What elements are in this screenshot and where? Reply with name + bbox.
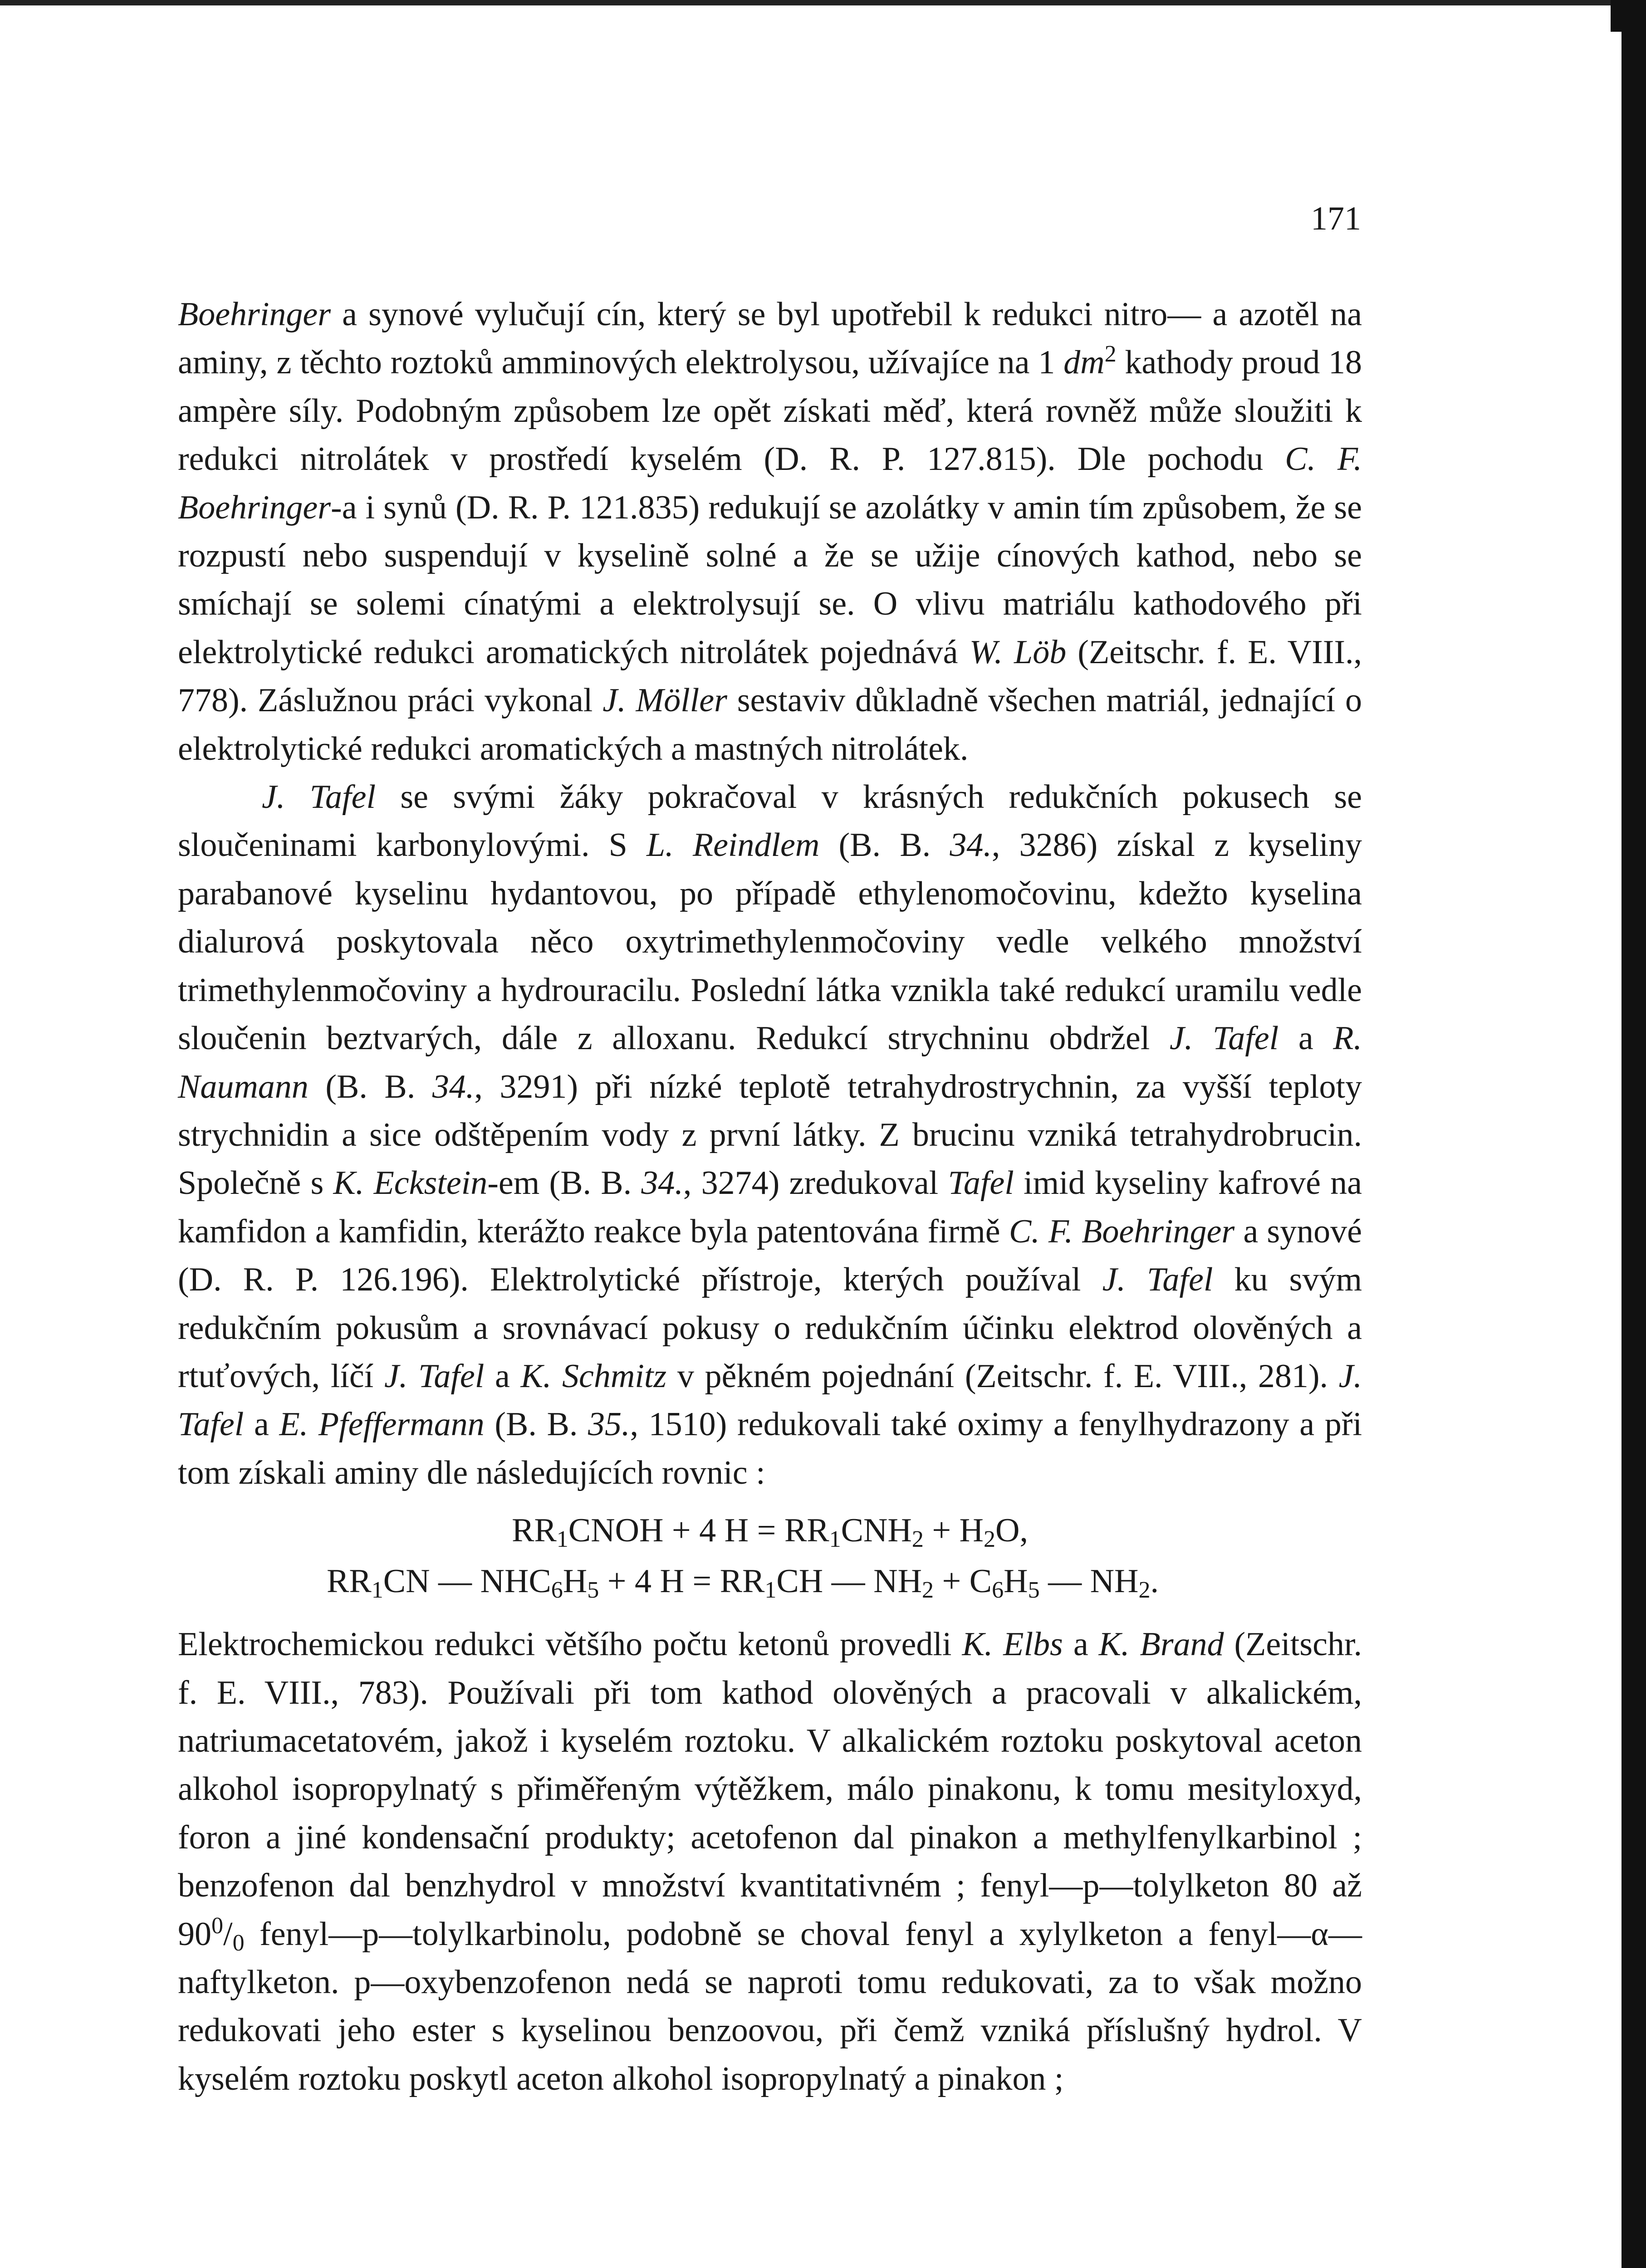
text-run: (B. B.	[819, 826, 950, 864]
text-run: a	[1279, 1020, 1333, 1057]
eq-text: + 4 H = RR	[599, 1563, 765, 1600]
subscript: 6	[551, 1577, 563, 1603]
text-run: a	[244, 1406, 279, 1443]
subscript: 2	[911, 1526, 924, 1553]
superscript: 0	[211, 1912, 223, 1939]
eq-text: RR	[512, 1512, 557, 1549]
superscript: 2	[1104, 341, 1117, 367]
eq-text: H	[563, 1563, 588, 1600]
author-name: L. Reindlem	[647, 826, 820, 864]
author-name: J. Tafel	[262, 778, 376, 816]
author-name: K. Brand	[1098, 1626, 1224, 1663]
eq-text: CNOH + 4 H = RR	[568, 1512, 829, 1549]
paragraph-3	[178, 1620, 1362, 2103]
text-run: (B. B.	[308, 1068, 432, 1105]
text-run: a	[484, 1357, 521, 1395]
text-run: , 1510) redukovali také oximy a fenylhydrazony a při tom získali aminy dle následujících rovnic :	[178, 1406, 1362, 1491]
text-run: -em (B. B.	[487, 1164, 642, 1202]
author-name: C. F. Boehringer	[178, 440, 1362, 526]
text-run: ku svým redukčním pokusům a srovnávací pokusy o redukčním účinku elektrod olověných a rtuťových, líčí	[178, 1261, 1362, 1395]
author-name: J. Tafel	[1102, 1261, 1213, 1299]
text-run: /	[223, 1915, 233, 1953]
eq-text: CNH	[841, 1512, 912, 1549]
subscript: 1	[556, 1526, 568, 1553]
page-body	[178, 290, 1362, 2103]
author-name: K. Eckstein	[333, 1164, 488, 1202]
text-run: (Zeitschr. f. E. VIII., 783). Používali při tom kathod olověných a pracovali v alkalickém, natriumacetatovém, jakož i kyselém roztoku. V alkalickém roztoku poskytoval aceton alkohol isopropylnatý s přiměřeným výtěžkem, málo pinakonu, k tomu mesityloxyd, foron a jiné kondensační produkty; acetofenon dal pinakon a methylfenylkarbinol ; benzofenon dal benzhydrol v množství kvantitativném ; fenyl—p—tolylketon 80 až 90	[178, 1626, 1362, 1953]
subscript: 2	[984, 1526, 995, 1553]
eq-text: CH — NH	[776, 1563, 922, 1600]
text-run: -a i synů (D. R. P. 121.835) redukují se azolátky v amin tím způsobem, že se rozpustí nebo suspendují v kyselině solné a že se užije cínových kathod, nebo se smíchají se solemi cínatými a elektrolysují se. O vlivu matriálu kathodového při elektrolytické redukci aromatických nitrolátek pojednává	[178, 489, 1362, 671]
subscript: 1	[764, 1577, 777, 1603]
eq-text: .	[1150, 1563, 1159, 1600]
eq-text: CN — NHC	[383, 1563, 551, 1600]
volume-number: 34.	[432, 1068, 475, 1105]
scan-edge-right	[1622, 0, 1646, 2268]
author-name: J. Möller	[603, 682, 727, 719]
author-name: K. Schmitz	[520, 1357, 667, 1395]
text-run: imid kyseliny kafrové na kamfidon a kamfidin, kterážto reakce byla patentována firmě	[178, 1164, 1362, 1250]
volume-number: 34.	[641, 1164, 683, 1202]
text-run: v pěkném pojednání (Zeitschr. f. E. VIII., 281).	[666, 1357, 1339, 1395]
author-name: R. Naumann	[178, 1020, 1362, 1105]
equations	[178, 1505, 1362, 1607]
equation-2	[178, 1556, 1362, 1607]
text-run: , 3274) zredukoval	[683, 1164, 948, 1202]
text-run: , 3291) při nízké teplotě tetrahydrostrychnin, za vyšší teploty strychnidin a sice odštěpením vody z první látky. Z brucinu vzniká tetrahydrobrucin. Společně s	[178, 1068, 1362, 1202]
eq-text: H	[1004, 1563, 1028, 1600]
text-run: (B. B.	[484, 1406, 588, 1443]
text-run: kathody proud 18 ampère síly. Podobným způsobem lze opět získati měď, která rovněž může sloužiti k redukci nitrolátek v prostředí kyselém (D. R. P. 127.815). Dle pochodu	[178, 344, 1362, 478]
text-run: Elektrochemickou redukci většího počtu ketonů provedli	[178, 1626, 962, 1663]
scan-edge-corner	[1611, 0, 1646, 32]
scan-edge-top	[0, 0, 1646, 5]
text-run: , 3286) získal z kyseliny parabanové kyselinu hydantovou, po případě ethylenomočovinu, kdežto kyselina dialurová poskytovala něco oxytrimethylenmočoviny vedle velkého množství trimethylenmočoviny a hydrouracilu. Poslední látka vznikla také redukcí uramilu vedle sloučenin beztvarých, dále z alloxanu. Redukcí strychninu obdržel	[178, 826, 1362, 1057]
author-name: E. Pfeffermann	[279, 1406, 485, 1443]
text-run: se svými žáky pokračoval v krásných redukčních pokusech se sloučeninami karbonylovými. S	[178, 778, 1362, 864]
text-run: sestaviv důkladně všechen matriál, jednající o elektrolytické redukci aromatických a mastných nitrolátek.	[178, 682, 1362, 767]
subscript: 1	[829, 1526, 841, 1553]
volume-number: 34.	[950, 826, 992, 864]
subscript: 6	[992, 1577, 1004, 1603]
subscript: 5	[1028, 1577, 1040, 1603]
equation-2-inner	[327, 1563, 1159, 1603]
author-name: K. Elbs	[962, 1626, 1063, 1663]
subscript: 2	[922, 1577, 934, 1603]
eq-text: RR	[327, 1563, 372, 1600]
subscript: 2	[1138, 1577, 1151, 1603]
subscript: 1	[371, 1577, 383, 1603]
author-name: W. Löb	[969, 633, 1067, 671]
text-run: (Zeitschr. f. E. VIII., 778). Záslužnou práci vykonal	[178, 633, 1362, 719]
subscript: 0	[232, 1930, 245, 1956]
paragraph-1	[178, 290, 1362, 773]
paragraph-2	[178, 773, 1362, 1497]
text-run: a synové (D. R. P. 126.196). Elektrolytické přístroje, kterých používal	[178, 1212, 1362, 1299]
unit: dm	[1063, 344, 1105, 381]
author-name: Tafel	[948, 1164, 1014, 1202]
author-name: J. Tafel	[384, 1357, 485, 1395]
text-run: a synové vylučují cín, který se byl upotřebil k redukci nitro— a azotěl na aminy, z těchto roztoků amminových elektrolysou, užívajíce na 1	[178, 296, 1362, 381]
author-name: Boehringer	[178, 296, 331, 333]
eq-text: + H	[923, 1512, 984, 1549]
page-number: 171	[1311, 200, 1361, 237]
volume-number: 35.	[588, 1406, 630, 1443]
equation-1	[178, 1505, 1362, 1556]
eq-text: — NH	[1039, 1563, 1139, 1600]
eq-text: + C	[934, 1563, 992, 1600]
text-run: a	[1063, 1626, 1099, 1663]
author-name: J. Tafel	[1169, 1020, 1279, 1057]
subscript: 5	[587, 1577, 599, 1603]
text-run: fenyl—p—tolylkarbinolu, podobně se choval fenyl a xylylketon a fenyl—α—naftylketon. p—oxybenzofenon nedá se naproti tomu redukovati, za to však možno redukovati jeho ester s kyselinou benzoovou, při čemž vzniká příslušný hydrol. V kyselém roztoku poskytl aceton alkohol isopropylnatý a pinakon ;	[178, 1915, 1362, 2097]
author-name: C. F. Boehringer	[1009, 1212, 1235, 1250]
eq-text: O,	[995, 1512, 1028, 1549]
author-name: J. Tafel	[178, 1357, 1362, 1443]
